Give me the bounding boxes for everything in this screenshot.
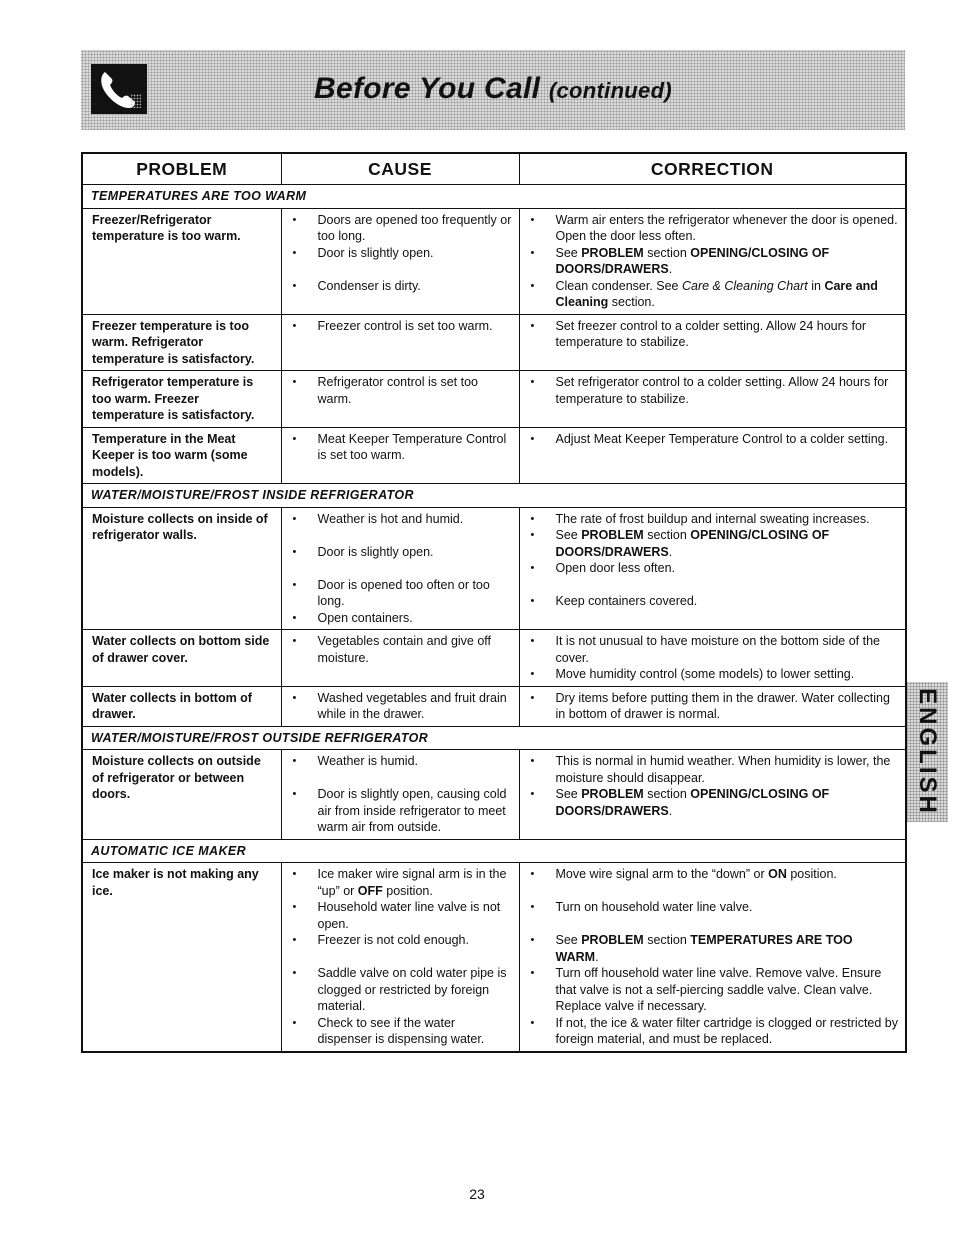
table-header-row [82,153,906,185]
correction-item: • This is normal in humid weather. When humidity is lower, the moisture should disappear. [528,753,900,786]
cause-item: • Weather is hot and humid. [290,511,513,528]
cause-cell [281,686,519,726]
page-number: 23 [469,1186,485,1202]
cause-cell [281,507,519,630]
cause-item: • Check to see if the water dispenser is dispensing water. [290,1015,513,1048]
header-problem: PROBLEM [82,153,281,185]
cause-cell [281,750,519,840]
cause-item: • Freezer control is set too warm. [290,318,513,335]
cause-cell [281,863,519,1052]
table-row [82,630,906,687]
correction-cell [519,750,906,840]
problem-cell: Refrigerator temperature is too warm. Freezer temperature is satisfactory. [82,371,281,428]
correction-cell [519,427,906,484]
cause-item: • Household water line valve is not open. [290,899,513,932]
troubleshooting-table [81,152,907,1053]
cause-item: • Saddle valve on cold water pipe is clogged or restricted by foreign material. [290,965,513,1015]
problem-cell: Freezer/Refrigerator temperature is too warm. [82,208,281,314]
problem-cell: Moisture collects on inside of refrigerator walls. [82,507,281,630]
header-correction: CORRECTION [519,153,906,185]
correction-item: • Keep containers covered. [528,593,900,610]
cause-item: • Washed vegetables and fruit drain while in the drawer. [290,690,513,723]
cause-item: • Freezer is not cold enough. [290,932,513,949]
cause-item: • Doors are opened too frequently or too long. [290,212,513,245]
correction-item: • If not, the ice & water filter cartridge is clogged or restricted by foreign material, and must be replaced. [528,1015,900,1048]
table-row [82,427,906,484]
table-row [82,208,906,314]
section-title: AUTOMATIC ICE MAKER [82,839,906,863]
cause-item: • Door is slightly open. [290,245,513,262]
section-title: WATER/MOISTURE/FROST OUTSIDE REFRIGERATOR [82,726,906,750]
section-row [82,185,906,209]
problem-cell: Temperature in the Meat Keeper is too warm (some models). [82,427,281,484]
header-banner [81,50,905,130]
correction-cell [519,314,906,371]
correction-cell [519,863,906,1052]
cause-item: • Door is slightly open, causing cold air from inside refrigerator to meet warm air from outside. [290,786,513,836]
table-row [82,750,906,840]
cause-cell [281,427,519,484]
cause-cell [281,314,519,371]
correction-item: • Move wire signal arm to the “down” or ON position. [528,866,900,883]
title-text: Before You Call [314,72,541,105]
cause-item: • Weather is humid. [290,753,513,770]
table-row [82,314,906,371]
problem-cell: Water collects in bottom of drawer. [82,686,281,726]
correction-item: • See PROBLEM section OPENING/CLOSING OF DOORS/DRAWERS. [528,786,900,819]
correction-item: • See PROBLEM section TEMPERATURES ARE TOO WARM. [528,932,900,965]
correction-item: • See PROBLEM section OPENING/CLOSING OF DOORS/DRAWERS. [528,527,900,560]
page-title [81,72,905,106]
correction-item: • See PROBLEM section OPENING/CLOSING OF DOORS/DRAWERS. [528,245,900,278]
correction-item: • Clean condenser. See Care & Cleaning Chart in Care and Cleaning section. [528,278,900,311]
cause-item: • Door is opened too often or too long. [290,577,513,610]
problem-cell: Water collects on bottom side of drawer cover. [82,630,281,687]
problem-cell: Moisture collects on outside of refrigerator or between doors. [82,750,281,840]
table-row [82,686,906,726]
section-title: WATER/MOISTURE/FROST INSIDE REFRIGERATOR [82,484,906,508]
cause-item: • Ice maker wire signal arm is in the “up” or OFF position. [290,866,513,899]
correction-item: • Warm air enters the refrigerator whenever the door is opened. Open the door less often. [528,212,900,245]
problem-cell: Ice maker is not making any ice. [82,863,281,1052]
correction-cell [519,686,906,726]
cause-item: • Refrigerator control is set too warm. [290,374,513,407]
header-cause: CAUSE [281,153,519,185]
correction-item: • Open door less often. [528,560,900,577]
correction-item: • Turn off household water line valve. Remove valve. Ensure that valve is not a self-piercing saddle valve. Clean valve. Replace valve if necessary. [528,965,900,1015]
section-row [82,484,906,508]
title-subtitle: (continued) [548,78,672,103]
correction-item: • The rate of frost buildup and internal sweating increases. [528,511,900,528]
correction-cell [519,371,906,428]
correction-item: • Move humidity control (some models) to lower setting. [528,666,900,683]
cause-item: • Meat Keeper Temperature Control is set too warm. [290,431,513,464]
language-tab-label: ENGLISH [914,688,941,816]
correction-item: • Set refrigerator control to a colder setting. Allow 24 hours for temperature to stabilize. [528,374,900,407]
correction-cell [519,507,906,630]
cause-item: • Vegetables contain and give off moisture. [290,633,513,666]
correction-cell [519,630,906,687]
section-row [82,839,906,863]
cause-cell [281,371,519,428]
table-row [82,863,906,1052]
cause-item: • Condenser is dirty. [290,278,513,295]
table-row [82,507,906,630]
table-row [82,371,906,428]
correction-item: • Adjust Meat Keeper Temperature Control to a colder setting. [528,431,900,448]
section-row [82,726,906,750]
problem-cell: Freezer temperature is too warm. Refrigerator temperature is satisfactory. [82,314,281,371]
section-title: TEMPERATURES ARE TOO WARM [82,185,906,209]
cause-cell [281,208,519,314]
language-tab [906,682,948,822]
correction-cell [519,208,906,314]
cause-item: • Door is slightly open. [290,544,513,561]
correction-item: • It is not unusual to have moisture on the bottom side of the cover. [528,633,900,666]
correction-item: • Turn on household water line valve. [528,899,900,916]
cause-item: • Open containers. [290,610,513,627]
correction-item: • Set freezer control to a colder setting. Allow 24 hours for temperature to stabilize. [528,318,900,351]
cause-cell [281,630,519,687]
correction-item: • Dry items before putting them in the drawer. Water collecting in bottom of drawer is normal. [528,690,900,723]
